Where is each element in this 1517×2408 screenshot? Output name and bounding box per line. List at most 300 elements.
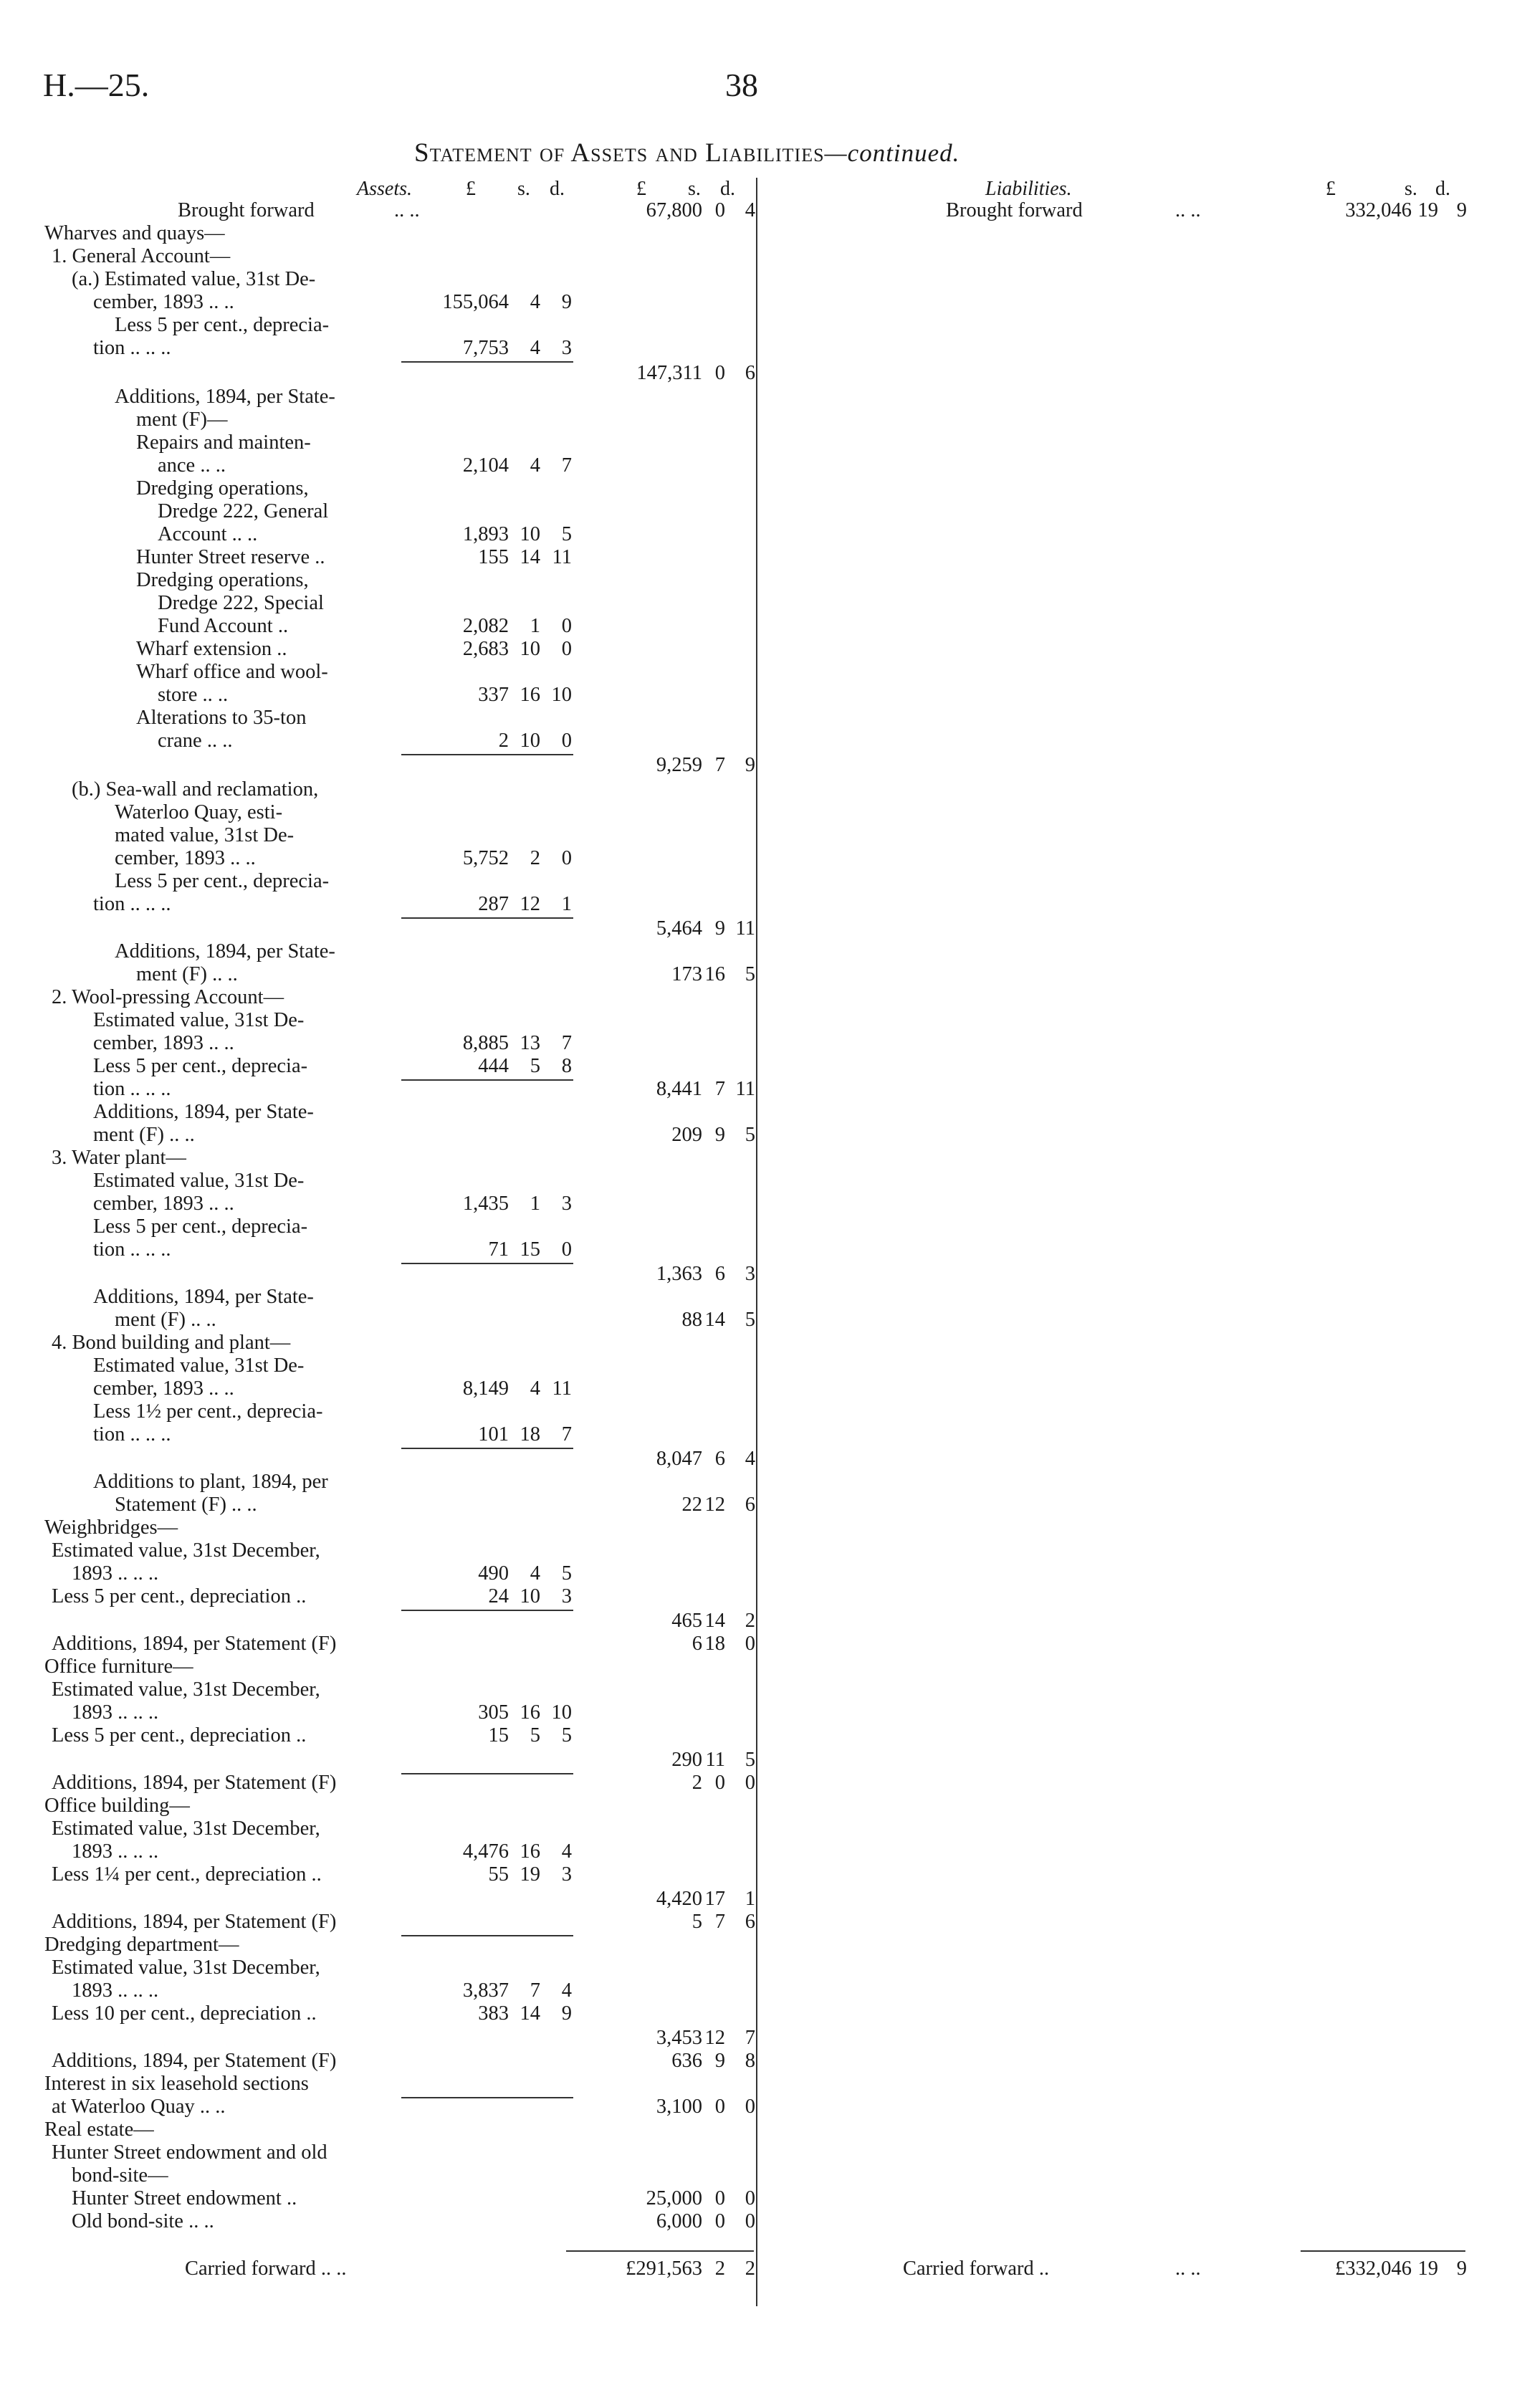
total-pounds: 465: [671, 1610, 702, 1632]
col-s-r: s.: [1404, 178, 1417, 200]
row-label: Estimated value, 31st De-: [93, 1170, 305, 1192]
row-label: Wharf extension ..: [136, 638, 287, 660]
table-row: [0, 2118, 1517, 2141]
table-row: [0, 1193, 1517, 1215]
row-label: mated value, 31st De-: [115, 824, 295, 846]
liabilities-heading: Liabilities.: [985, 178, 1072, 200]
table-row: [0, 268, 1517, 291]
amount-shillings: 4: [530, 337, 540, 359]
table-row: [0, 1215, 1517, 1238]
row-label: Less 1½ per cent., deprecia-: [93, 1400, 323, 1423]
row-label: 1893 .. .. ..: [72, 1562, 159, 1585]
col-s-2: s.: [688, 178, 701, 200]
amount-shillings: 18: [520, 1423, 540, 1446]
table-row: [0, 661, 1517, 684]
row-label: Additions, 1894, per State-: [115, 940, 335, 962]
total-shillings: 14: [704, 1610, 725, 1632]
row-label: tion .. .. ..: [93, 337, 171, 359]
col-d-1: d.: [550, 178, 565, 200]
table-row: [0, 1170, 1517, 1193]
amount-pounds: 55: [488, 1863, 509, 1886]
row-label: Dredging department—: [44, 1934, 239, 1956]
amount-shillings: 4: [530, 291, 540, 313]
total-pounds: 147,311: [636, 362, 702, 384]
row-label: Office furniture—: [44, 1656, 193, 1678]
total-pounds: 290: [671, 1749, 702, 1771]
amount-pence: 10: [551, 684, 572, 706]
total-shillings: 12: [704, 2027, 725, 2049]
row-label: Hunter Street endowment ..: [72, 2187, 297, 2209]
amount-pounds: 7,753: [462, 337, 509, 359]
row-label: ment (F) .. ..: [115, 1309, 216, 1331]
amount-pounds: 155: [478, 546, 509, 568]
amount-shillings: 4: [530, 1377, 540, 1400]
table-row: [0, 707, 1517, 730]
table-row: [0, 500, 1517, 523]
total-shillings: 9: [714, 2050, 725, 2072]
table-row: [0, 1772, 1517, 1795]
total-pence: 3: [745, 1263, 755, 1285]
amount-pounds: 2,082: [462, 615, 509, 637]
amount-pounds: 444: [478, 1055, 509, 1077]
total-pounds: 209: [671, 1124, 702, 1146]
row-label: Waterloo Quay, esti-: [115, 801, 283, 823]
total-pounds: 5,464: [656, 917, 702, 940]
table-row: [0, 1956, 1517, 1979]
table-row: [0, 1423, 1517, 1446]
amount-shillings: 16: [520, 1701, 540, 1724]
table-row: [0, 963, 1517, 986]
row-label: cember, 1893 .. ..: [93, 1377, 234, 1400]
table-row: [0, 824, 1517, 847]
total-pounds: 6,000: [656, 2210, 702, 2232]
row-label: Less 5 per cent., depreciation ..: [52, 1724, 307, 1747]
total-pounds: 4,420: [656, 1888, 702, 1910]
amount-pounds: 15: [488, 1724, 509, 1747]
col-pound-1: £: [466, 178, 476, 200]
table-row: [0, 222, 1517, 245]
table-row: [0, 1911, 1517, 1934]
amount-pounds: 24: [488, 1585, 509, 1607]
row-label: Repairs and mainten-: [136, 431, 311, 454]
amount-pence: 3: [561, 337, 572, 359]
amount-pence: 9: [561, 291, 572, 313]
table-row: [0, 1749, 1517, 1772]
amount-pence: 5: [561, 1724, 572, 1747]
total-pounds: 1,363: [656, 1263, 702, 1285]
table-row: [0, 523, 1517, 546]
amount-shillings: 10: [520, 523, 540, 545]
amount-pounds: 4,476: [462, 1840, 509, 1863]
row-label: cember, 1893 .. ..: [93, 291, 234, 313]
row-label: Additions, 1894, per Statement (F): [52, 1911, 337, 1933]
row-label: Less 5 per cent., depreciation ..: [52, 1585, 307, 1607]
row-label: Brought forward: [178, 199, 315, 221]
table-row: [0, 2073, 1517, 2096]
report-code: H.—25.: [43, 67, 150, 103]
row-label: (b.) Sea-wall and reclamation,: [72, 778, 319, 801]
total-shillings: 6: [714, 1263, 725, 1285]
table-row: [0, 615, 1517, 638]
amount-pounds: 2: [498, 730, 509, 752]
table-row: [0, 1539, 1517, 1562]
total-pence: 6: [745, 1911, 755, 1933]
row-dots: .. ..: [1175, 199, 1201, 221]
amount-pence: 0: [561, 1238, 572, 1261]
amount-shillings: 10: [520, 1585, 540, 1607]
amount-pence: 8: [561, 1055, 572, 1077]
table-row: [0, 291, 1517, 314]
amount-pounds: £332,046: [1335, 2258, 1412, 2280]
table-row: [0, 408, 1517, 431]
amount-shillings: 5: [530, 1724, 540, 1747]
table-row: [0, 986, 1517, 1009]
amount-pence: 0: [561, 847, 572, 869]
table-row: [0, 2187, 1517, 2210]
row-label: Less 5 per cent., deprecia-: [93, 1055, 308, 1077]
amount-pounds: 337: [478, 684, 509, 706]
row-label: Wharves and quays—: [44, 222, 225, 244]
amount-shillings: 1: [530, 615, 540, 637]
total-pence: 6: [745, 1494, 755, 1516]
total-pence: 11: [735, 1078, 755, 1100]
table-row: [0, 1101, 1517, 1124]
row-label: Office building—: [44, 1795, 190, 1817]
row-label: Old bond-site .. ..: [72, 2210, 214, 2232]
total-shillings: 6: [714, 1448, 725, 1470]
amount-pounds: 101: [478, 1423, 509, 1446]
table-row: [0, 1795, 1517, 1817]
amount-shillings: 12: [520, 893, 540, 915]
row-label: Additions, 1894, per State-: [115, 386, 335, 408]
liabilities-carried-forward: [0, 2258, 1517, 2280]
total-pence: 4: [745, 199, 755, 221]
amount-shillings: 1: [530, 1193, 540, 1215]
row-label: cember, 1893 .. ..: [93, 1193, 234, 1215]
amount-shillings: 10: [520, 638, 540, 660]
row-label: Hunter Street reserve ..: [136, 546, 325, 568]
col-d-2: d.: [720, 178, 735, 200]
total-pounds: 5: [691, 1911, 702, 1933]
total-pounds: 636: [671, 2050, 702, 2072]
amount-pence: 3: [561, 1863, 572, 1886]
amount-pence: 3: [561, 1193, 572, 1215]
table-row: [0, 778, 1517, 801]
row-label: (a.) Estimated value, 31st De-: [72, 268, 316, 290]
table-row: [0, 1400, 1517, 1423]
table-row: [0, 1656, 1517, 1678]
amount-pence: 9: [1456, 199, 1467, 221]
row-label: Estimated value, 31st December,: [52, 1539, 320, 1562]
table-row: [0, 730, 1517, 752]
assets-heading: Assets.: [357, 178, 412, 200]
table-row: [0, 1934, 1517, 1956]
total-pence: 0: [745, 1633, 755, 1655]
amount-shillings: 16: [520, 1840, 540, 1863]
table-row: [0, 1032, 1517, 1055]
row-label: Statement (F) .. ..: [115, 1494, 257, 1516]
row-label: store .. ..: [158, 684, 229, 706]
total-pounds: 2: [691, 1772, 702, 1794]
table-row: [0, 2096, 1517, 2118]
table-row: [0, 2233, 1517, 2256]
page-number: 38: [725, 67, 758, 103]
total-pence: 6: [745, 362, 755, 384]
total-pounds: 3,100: [656, 2096, 702, 2118]
amount-pounds: 332,046: [1345, 199, 1412, 221]
row-label: crane .. ..: [158, 730, 233, 752]
total-pence: 5: [745, 963, 755, 985]
total-shillings: 0: [714, 2210, 725, 2232]
row-label: 2. Wool-pressing Account—: [52, 986, 284, 1008]
amount-shillings: 13: [520, 1032, 540, 1054]
row-label: 1. General Account—: [52, 245, 231, 267]
table-row: [0, 1332, 1517, 1354]
amount-pounds: 1,893: [462, 523, 509, 545]
row-label: 1893 .. .. ..: [72, 1840, 159, 1863]
row-label: tion .. .. ..: [93, 1423, 171, 1446]
total-pence: 7: [745, 2027, 755, 2049]
table-row: [0, 314, 1517, 337]
amount-shillings: 4: [530, 1562, 540, 1585]
row-label: Less 10 per cent., depreciation ..: [52, 2002, 317, 2025]
amount-pounds: 3,837: [462, 1979, 509, 2002]
total-shillings: 16: [704, 963, 725, 985]
total-shillings: 7: [714, 1911, 725, 1933]
amount-pence: 0: [561, 638, 572, 660]
amount-pounds: 155,064: [442, 291, 509, 313]
total-shillings: 14: [704, 1309, 725, 1331]
amount-pence: 4: [561, 1840, 572, 1863]
row-label: Additions, 1894, per Statement (F): [52, 1772, 337, 1794]
row-label: Estimated value, 31st December,: [52, 1817, 320, 1840]
row-label: cember, 1893 .. ..: [115, 847, 256, 869]
row-dots: .. ..: [1175, 2258, 1201, 2280]
total-shillings: 9: [714, 917, 725, 940]
amount-pence: 9: [561, 2002, 572, 2025]
table-row: [0, 917, 1517, 940]
row-label: Wharf office and wool-: [136, 661, 328, 683]
row-label: Estimated value, 31st De-: [93, 1009, 305, 1031]
table-row: [0, 337, 1517, 360]
table-row: [0, 1238, 1517, 1261]
total-pounds: 3,453: [656, 2027, 702, 2049]
total-pounds: 6: [691, 1633, 702, 1655]
row-label: cember, 1893 .. ..: [93, 1032, 234, 1054]
table-row: [0, 893, 1517, 916]
amount-shillings: 14: [520, 546, 540, 568]
table-row: [0, 1888, 1517, 1911]
table-row: [0, 362, 1517, 385]
total-shillings: 7: [714, 1078, 725, 1100]
row-label: Weighbridges—: [44, 1516, 178, 1539]
amount-shillings: 10: [520, 730, 540, 752]
amount-shillings: 19: [520, 1863, 540, 1886]
amount-pounds: 383: [478, 2002, 509, 2025]
amount-pence: 11: [552, 1377, 572, 1400]
row-label: Dredge 222, Special: [158, 592, 324, 614]
total-shillings: 0: [714, 1772, 725, 1794]
amount-pence: 10: [551, 1701, 572, 1724]
row-label: Additions, 1894, per Statement (F): [52, 1633, 337, 1655]
total-shillings: 9: [714, 1124, 725, 1146]
table-row: [0, 1147, 1517, 1170]
amount-pence: 7: [561, 1423, 572, 1446]
table-row: [0, 2210, 1517, 2233]
table-row: [0, 1471, 1517, 1494]
total-shillings: 11: [705, 1749, 725, 1771]
table-row: [0, 592, 1517, 615]
row-label: ance .. ..: [158, 454, 226, 477]
amount-pence: 9: [1456, 2258, 1467, 2280]
amount-pounds: 287: [478, 893, 509, 915]
total-pence: 11: [735, 917, 755, 940]
total-pence: 5: [745, 1124, 755, 1146]
row-label: Carried forward ..: [903, 2258, 1050, 2280]
amount-pence: 3: [561, 1585, 572, 1607]
amount-pence: 1: [561, 893, 572, 915]
table-row: [0, 1562, 1517, 1585]
amount-pence: 0: [561, 615, 572, 637]
row-label: Carried forward .. ..: [185, 2258, 347, 2280]
total-pounds: 8,047: [656, 1448, 702, 1470]
table-row: [0, 569, 1517, 592]
total-shillings: 18: [704, 1633, 725, 1655]
amount-pence: 4: [561, 1979, 572, 2002]
col-pound-r: £: [1326, 178, 1336, 200]
table-row: [0, 1701, 1517, 1724]
row-label: Real estate—: [44, 2118, 154, 2141]
amount-pence: 11: [552, 546, 572, 568]
total-pence: 5: [745, 1749, 755, 1771]
col-s-1: s.: [517, 178, 530, 200]
row-label: Fund Account ..: [158, 615, 289, 637]
table-row: [0, 940, 1517, 963]
table-row: [0, 1817, 1517, 1840]
table-row: [0, 870, 1517, 893]
amount-pounds: 5,752: [462, 847, 509, 869]
total-pounds: 88: [681, 1309, 702, 1331]
amount-pence: 0: [561, 730, 572, 752]
table-row: [0, 1494, 1517, 1516]
row-label: Estimated value, 31st De-: [93, 1354, 305, 1377]
amount-pounds: 8,149: [462, 1377, 509, 1400]
amount-shillings: 16: [520, 684, 540, 706]
col-d-r: d.: [1435, 178, 1450, 200]
total-pounds: 173: [671, 963, 702, 985]
amount-pounds: 8,885: [462, 1032, 509, 1054]
total-shillings: 7: [714, 754, 725, 776]
row-label: Interest in six leasehold sections: [44, 2073, 309, 2095]
total-shillings: 0: [714, 199, 725, 221]
total-shillings: 2: [714, 2258, 725, 2280]
amount-pence: 7: [561, 1032, 572, 1054]
row-label: Less 5 per cent., deprecia-: [93, 1215, 308, 1238]
total-shillings: 17: [704, 1888, 725, 1910]
row-label: Less 5 per cent., deprecia-: [115, 314, 330, 336]
row-label: 1893 .. .. ..: [72, 1701, 159, 1724]
table-row: [0, 1009, 1517, 1032]
row-label: 4. Bond building and plant—: [52, 1332, 291, 1354]
total-pounds: 22: [681, 1494, 702, 1516]
row-label: at Waterloo Quay .. ..: [52, 2096, 226, 2118]
table-row: [0, 1610, 1517, 1633]
table-row: [0, 477, 1517, 500]
total-pence: 2: [745, 2258, 755, 2280]
total-pence: 0: [745, 2210, 755, 2232]
row-label: Additions, 1894, per State-: [93, 1286, 314, 1308]
amount-pence: 5: [561, 1562, 572, 1585]
liabilities-brought-forward: [0, 199, 1517, 222]
table-row: [0, 1633, 1517, 1656]
amount-shillings: 15: [520, 1238, 540, 1261]
col-pound-2: £: [636, 178, 646, 200]
amount-pounds: 2,104: [462, 454, 509, 477]
amount-shillings: 14: [520, 2002, 540, 2025]
table-row: [0, 1124, 1517, 1147]
amount-shillings: 5: [530, 1055, 540, 1077]
table-row: [0, 801, 1517, 824]
total-rule: [566, 2250, 754, 2252]
table-row: [0, 2141, 1517, 2164]
row-label: ment (F) .. ..: [136, 963, 238, 985]
row-label: Alterations to 35-ton: [136, 707, 307, 729]
amount-pounds: 305: [478, 1701, 509, 1724]
total-pounds: £291,563: [626, 2258, 702, 2280]
amount-pounds: 2,683: [462, 638, 509, 660]
row-label: Less 5 per cent., deprecia-: [115, 870, 330, 892]
amount-pounds: 1,435: [462, 1193, 509, 1215]
page-title: [414, 138, 960, 168]
row-label: Additions, 1894, per Statement (F): [52, 2050, 337, 2072]
table-row: [0, 1585, 1517, 1608]
row-dots: .. ..: [394, 199, 420, 221]
table-row: [0, 1516, 1517, 1539]
row-label: Dredging operations,: [136, 569, 309, 591]
row-label: 1893 .. .. ..: [72, 1979, 159, 2002]
row-label: Account .. ..: [158, 523, 258, 545]
total-shillings: 12: [704, 1494, 725, 1516]
table-row: [0, 2164, 1517, 2187]
row-label: ment (F)—: [136, 408, 228, 431]
total-pence: 0: [745, 1772, 755, 1794]
total-pounds: 25,000: [646, 2187, 702, 2209]
table-row: [0, 1055, 1517, 1078]
row-label: tion .. .. ..: [93, 1238, 171, 1261]
table-row: [0, 1377, 1517, 1400]
amount-pounds: 490: [478, 1562, 509, 1585]
row-label: Additions to plant, 1894, per: [93, 1471, 328, 1493]
liabilities-total-rule: [1301, 2250, 1465, 2252]
total-pence: 2: [745, 1610, 755, 1632]
table-row: [0, 1263, 1517, 1286]
row-label: ment (F) .. ..: [93, 1124, 195, 1146]
total-pence: 0: [745, 2096, 755, 2118]
amount-pence: 5: [561, 523, 572, 545]
table-row: [0, 1309, 1517, 1332]
row-label: Estimated value, 31st December,: [52, 1678, 320, 1701]
row-label: Brought forward: [946, 199, 1083, 221]
table-row: [0, 1078, 1517, 1101]
table-row: [0, 1448, 1517, 1471]
table-row: [0, 1678, 1517, 1701]
total-pence: 9: [745, 754, 755, 776]
row-label: Less 1¼ per cent., depreciation ..: [52, 1863, 322, 1886]
row-label: Hunter Street endowment and old: [52, 2141, 327, 2164]
amount-shillings: 2: [530, 847, 540, 869]
row-label: Additions, 1894, per State-: [93, 1101, 314, 1123]
total-pence: 0: [745, 2187, 755, 2209]
